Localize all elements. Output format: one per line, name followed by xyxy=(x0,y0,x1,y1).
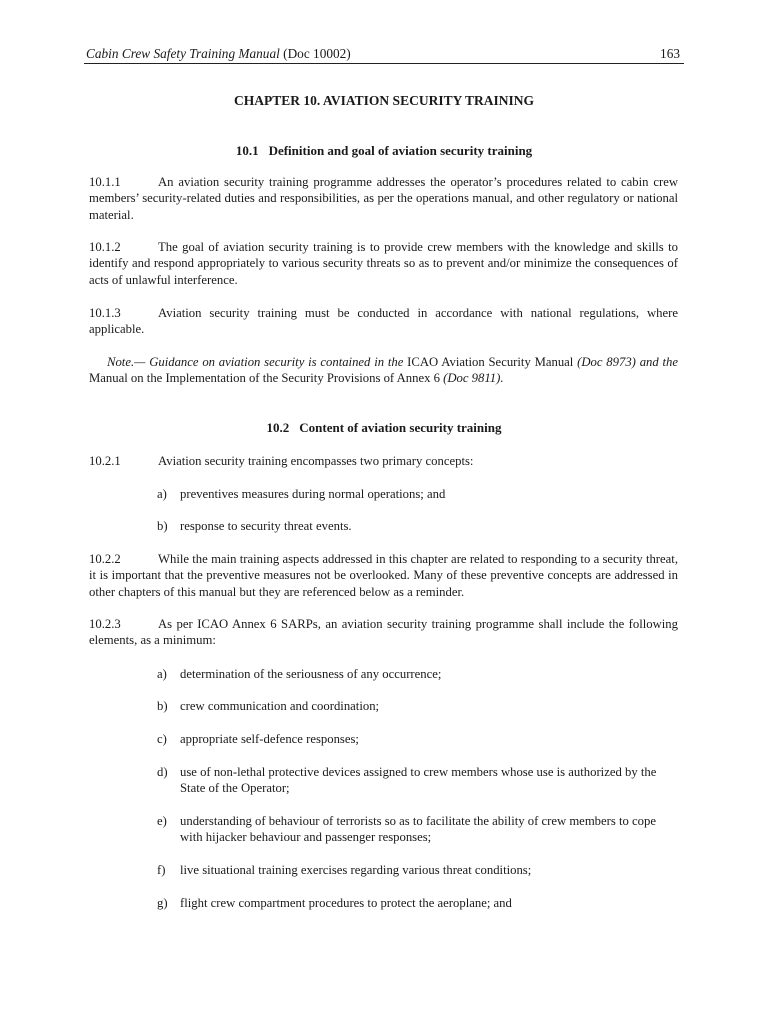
paragraph-10-1-2: 10.1.2 The goal of aviation security training is to provide crew members with the knowledge and skills to identify and respond appropriately to various security threats so as to prevent and/or minimize the consequences of acts of unlawful interference. xyxy=(89,240,678,287)
page-number: 163 xyxy=(660,46,680,61)
list-item: b) response to security threat events. xyxy=(157,519,352,533)
list-item: f) live situational training exercises regarding various threat conditions; xyxy=(157,863,532,877)
section-heading-10-1: 10.1 Definition and goal of aviation security training xyxy=(235,143,533,158)
running-header xyxy=(84,44,684,64)
paragraph-10-1-1: 10.1.1 An aviation security training programme addresses the operator’s procedures related to cabin crew members’ security-related duties and responsibilities, as per the operations manual, and other regulatory or national material. xyxy=(89,175,678,222)
paragraph-10-2-3: 10.2.3 As per ICAO Annex 6 SARPs, an aviation security training programme shall include the following elements, as a minimum: xyxy=(89,617,678,648)
manual-title: Cabin Crew Safety Training Manual (Doc 10002) xyxy=(86,46,351,61)
note-paragraph: Note.— Guidance on aviation security is contained in the ICAO Aviation Security Manual (Doc 8973) and the Manual on the Implementation of the Security Provisions of Annex 6 (Doc 9811). xyxy=(89,355,679,386)
list-item: d) use of non-lethal protective devices assigned to crew members whose use is authorized by the State of the Operator; xyxy=(157,765,657,796)
section-heading-10-2: 10.2 Content of aviation security training xyxy=(266,420,502,435)
list-item: a) determination of the seriousness of any occurrence; xyxy=(157,667,442,681)
list-item: a) preventives measures during normal operations; and xyxy=(157,487,446,501)
list-item: c) appropriate self-defence responses; xyxy=(157,732,359,746)
paragraph-10-2-1: 10.2.1 Aviation security training encompasses two primary concepts: xyxy=(89,454,474,468)
chapter-title: CHAPTER 10. AVIATION SECURITY TRAINING xyxy=(234,93,534,108)
paragraph-10-2-2: 10.2.2 While the main training aspects addressed in this chapter are related to responding to a security threat, it is important that the preventive measures not be overlooked. Many of these preventive concepts are addressed in other chapters of this manual but they are referenced below as a reminder. xyxy=(89,552,678,599)
list-item: g) flight crew compartment procedures to protect the aeroplane; and xyxy=(157,896,512,910)
list-item: b) crew communication and coordination; xyxy=(157,699,380,713)
paragraph-10-1-3: 10.1.3 Aviation security training must be conducted in accordance with national regulations, where applicable. xyxy=(89,306,678,337)
doc-reference: (Doc 10002) xyxy=(283,46,351,61)
list-item: e) understanding of behaviour of terrorists so as to facilitate the ability of crew members to cope with hijacker behaviour and passenger responses; xyxy=(157,814,656,845)
